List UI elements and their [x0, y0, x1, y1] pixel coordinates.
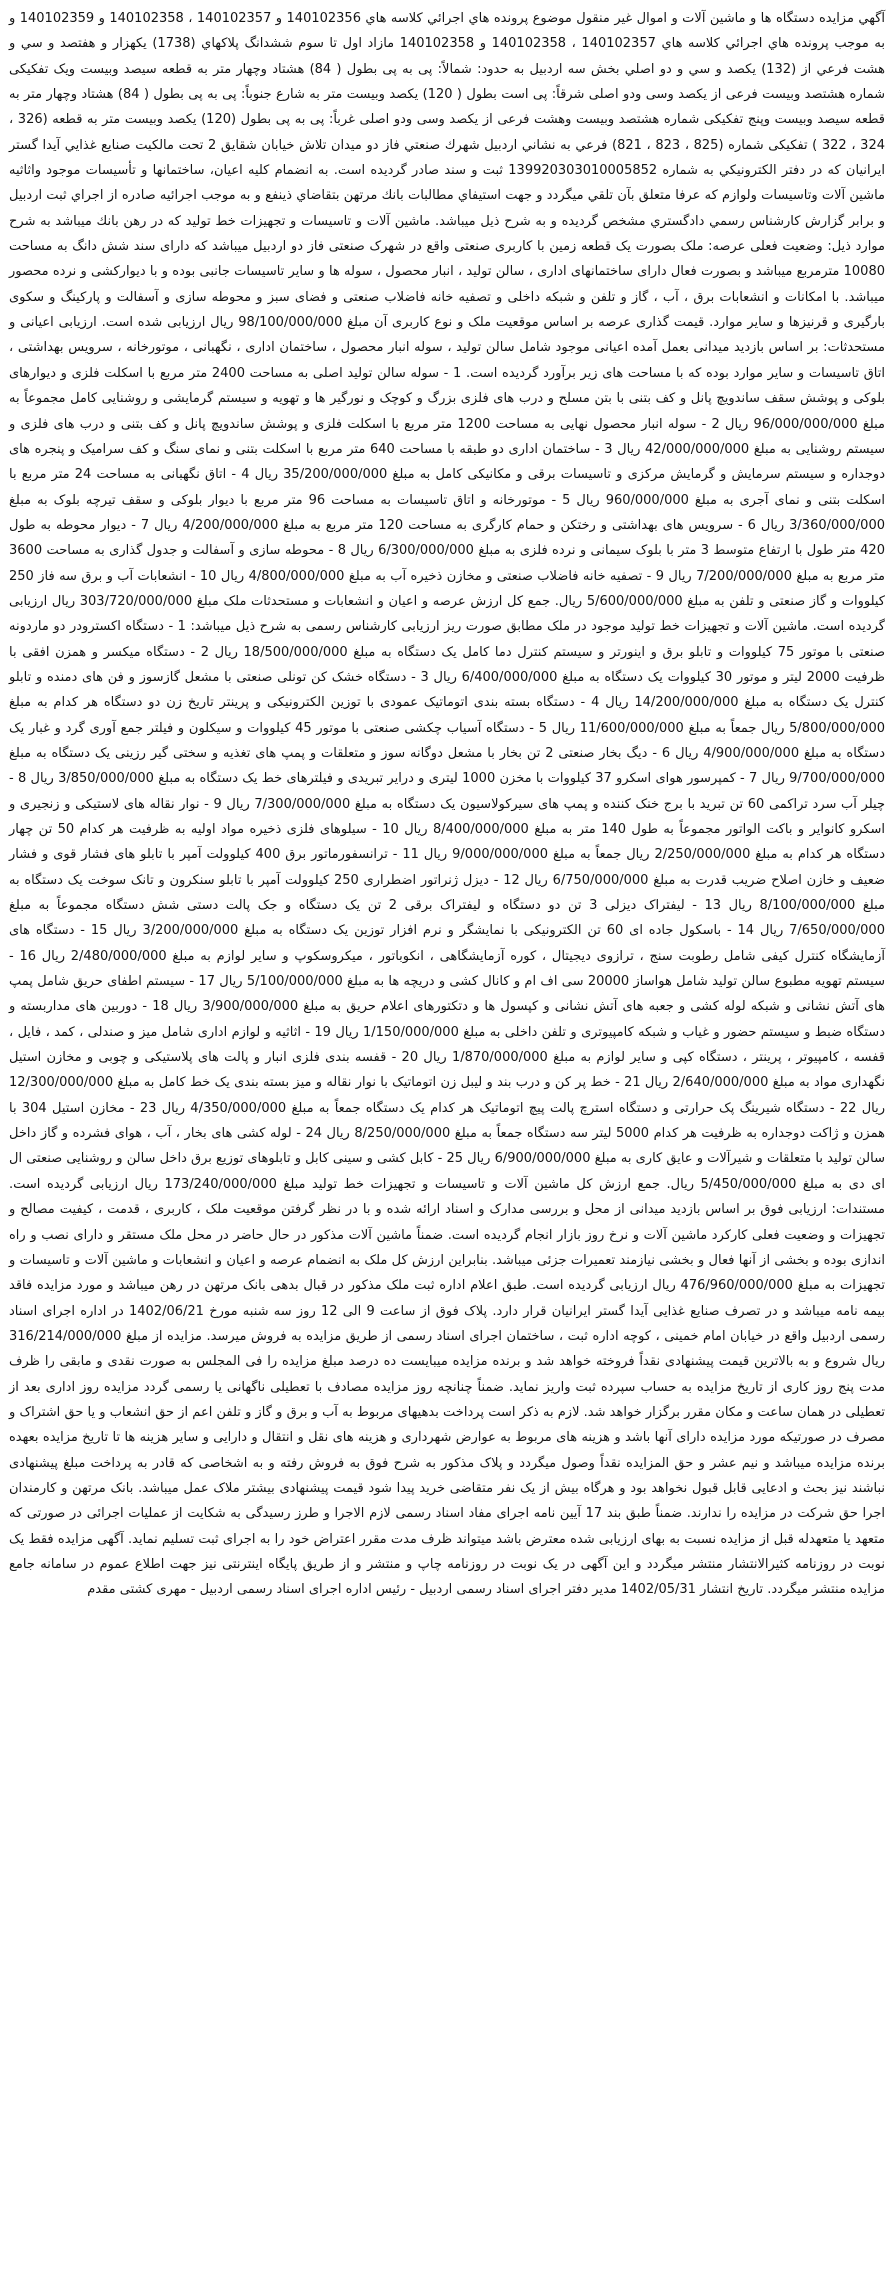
auction-notice-body-text: آگهي مزايده دستگاه ها و ماشين آلات و اموال غير منقول موضوع پرونده هاي اجرائي كلاسه هاي 140102356 و 140102357 ، 140102358 و 140102359 و به موجب پرونده هاي اجرائي كلاسه هاي 140102357 ، 140102358 و 140102358 مازاد اول تا سوم ششدانگ پلاكهاي (1738) يكهزار و هفتصد و سي و هشت فرعي از (132) يكصد و سي و دو اصلي بخش سه اردبيل به حدود: شمالاً: پی به پی بطول ( 84) هشتاد وچهار متر به قطعه سيصد وبيست ويک تفکيکی شماره هشتصد وبيست فرعی از يکصد وسی ودو اصلی شرقاً: پی است بطول ( 120) يکصد وبيست متر به شارع جنوباً: پی به پی بطول ( 84) هشتاد وچهار متر به قطعه سيصد وبيست وپنج تفکيکی شماره هشتصد وبيست وهشت فرعی از يکصد وسی ودو اصلی غرباً: پی به پی بطول (120) يکصد وبيست متر به قطعه (326 ، 324 ، 322 ) تفکيکی شماره (825 ، 823 ، 821) فرعي به نشاني اردبيل شهرك صنعتي فاز دو ميدان تلاش خيابان شقايق 2 تحت مالكيت صنايع غذايي آيدا گستر ايرانيان كه در دفتر الكترونيكي به شماره 139920303010005852 ثبت و سند صادر گرديده است. به انضمام كليه اعيان، ساختمانها و تأسيسات موجود واثاثيه ماشين آلات وتاسيسات ولوازم كه عرفا متعلق بآن تلقي ميگردد و جهت استيفاي مطالبات بانك مرتهن بتقاضاي ذينفع و به موجب اجرائيه صادره از اجراي ثبت اردبيل و برابر گزارش كارشناس رسمي دادگستري مشخص گرديده و به شرح ذيل ميباشد. ماشين آلات و تاسيسات و تجهيزات خط توليد كه در رهن بانك ميباشد به شرح موارد ذيل: وضعیت فعلی عرصه: ملک بصورت یک قطعه زمین با کاربری صنعتی واقع در شهرک صنعتی فاز دو اردبیل ميباشد که دارای سند شش دانگ به مساحت 10080 مترمربع میباشد و بصورت فعال دارای ساختمانهای اداری ، سالن تولید ، انبار محصول ، سوله ها و سایر تاسیسات جانبی بوده و با دیوارکشی و نرده محصور میباشد. با امکانات و انشعابات برق ، آب ، گاز و تلفن و شبکه داخلی و تصفیه خانه فاضلاب صنعتی و فضای سبز و محوطه سازی و آسفالت و پارکینگ و سکوی بارگیری و قرنیزها و سایر موارد. قیمت گذاری عرصه بر اساس موقعیت ملک و نوع کاربری آن مبلغ 98/100/000/000 ریال ارزیابی شده است. ارزیابی اعیانی و مستحدثات: بر اساس بازدید میدانی بعمل آمده اعیانی موجود شامل سالن تولید ، سوله انبار محصول ، ساختمان اداری ، نگهبانی ، موتورخانه ، سرویس بهداشتی ، اتاق تاسیسات و سایر موارد بوده که با مساحت های زیر برآورد گردیده است. 1 - سوله سالن تولید اصلی به مساحت 2400 متر مربع با اسکلت فلزی و دیوارهای بلوکی و پوشش سقف ساندویچ پانل و کف بتنی با بتن مسلح و درب های فلزی بزرگ و کوچک و نورگیر ها و تهویه و سیستم گرمایشی و روشنایی کامل مجموعاً به مبلغ 96/000/000/000 ریال 2 - سوله انبار محصول نهایی به مساحت 1200 متر مربع با اسکلت فلزی و پوشش ساندویچ پانل و کف بتنی و درب های فلزی و سیستم روشنایی به مبلغ 42/000/000/000 ریال 3 - ساختمان اداری دو طبقه با مساحت 640 متر مربع با اسکلت بتنی و نمای سنگ و کف سرامیک و پنجره های دوجداره و سیستم سرمایش و گرمایش مرکزی و تاسیسات برقی و مکانیکی کامل به مبلغ 35/200/000/000 ریال 4 - اتاق نگهبانی به مساحت 24 متر مربع با اسکلت بتنی و نمای آجری به مبلغ 960/000/000 ریال 5 - موتورخانه و اتاق تاسیسات به مساحت 96 متر مربع با دیوار بلوکی و سقف تیرچه بلوک به مبلغ 3/360/000/000 ریال 6 - سرویس های بهداشتی و رختکن و حمام کارگری به مساحت 120 متر مربع به مبلغ 4/200/000/000 ریال 7 - دیوار محوطه به طول 420 متر طول با ارتفاع متوسط 3 متر با بلوک سیمانی و نرده فلزی به مبلغ 6/300/000/000 ریال 8 - محوطه سازی و آسفالت و جدول گذاری به مساحت 3600 متر مربع به مبلغ 7/200/000/000 ریال 9 - تصفیه خانه فاضلاب صنعتی و مخازن ذخیره آب به مبلغ 4/800/000/000 ریال 10 - انشعابات آب و برق سه فاز 250 کیلووات و گاز صنعتی و تلفن به مبلغ 5/600/000/000 ریال. جمع کل ارزش عرصه و اعیان و انشعابات و مستحدثات ملک مبلغ 303/720/000/000 ریال ارزیابی گردیده است. ماشین آلات و تجهیزات خط تولید موجود در ملک مطابق صورت ریز ارزیابی کارشناس رسمی به شرح ذیل میباشد: 1 - دستگاه اکسترودر دو ماردونه صنعتی با موتور 75 کیلووات و تابلو برق و اینورتر و سیستم کنترل دما کامل یک دستگاه به مبلغ 18/500/000/000 ریال 2 - دستگاه میکسر و همزن افقی با ظرفیت 2000 لیتر و موتور 30 کیلووات یک دستگاه به مبلغ 6/400/000/000 ریال 3 - دستگاه خشک کن تونلی صنعتی با مشعل گازسوز و فن های دمنده و تابلو کنترل یک دستگاه به مبلغ 14/200/000/000 ریال 4 - دستگاه بسته بندی اتوماتیک عمودی با توزین الکترونیکی و پرینتر تاریخ زن دو دستگاه هر کدام به مبلغ 5/800/000/000 ریال جمعاً به مبلغ 11/600/000/000 ریال 5 - دستگاه آسیاب چکشی صنعتی با موتور 45 کیلووات و سیکلون و فیلتر جمع آوری گرد و غبار یک دستگاه به مبلغ 4/900/000/000 ریال 6 - دیگ بخار صنعتی 2 تن بخار با مشعل دوگانه سوز و متعلقات و پمپ های تغذیه و سختی گیر رزینی یک دستگاه به مبلغ 9/700/000/000 ریال 7 - کمپرسور هوای اسکرو 37 کیلووات با مخزن 1000 لیتری و درایر تبریدی و فیلترهای خط یک دستگاه به مبلغ 3/850/000/000 ریال 8 - چیلر آب سرد تراکمی 60 تن تبرید با برج خنک کننده و پمپ های سیرکولاسیون یک دستگاه به مبلغ 7/300/000/000 ریال 9 - نوار نقاله های لاستیکی و زنجیری و اسکرو کانوایر و باکت الواتور مجموعاً به طول 140 متر به مبلغ 8/400/000/000 ریال 10 - سیلوهای فلزی ذخیره مواد اولیه به ظرفیت هر کدام 50 تن چهار دستگاه هر کدام به مبلغ 2/250/000/000 ریال جمعاً به مبلغ 9/000/000/000 ریال 11 - ترانسفورماتور برق 400 کیلوولت آمپر با تابلو های فشار قوی و فشار ضعیف و خازن اصلاح ضریب قدرت به مبلغ 6/750/000/000 ریال 12 - دیزل ژنراتور اضطراری 250 کیلوولت آمپر با تابلو سنکرون و تانک سوخت یک دستگاه به مبلغ 8/100/000/000 ریال 13 - لیفتراک دیزلی 3 تن دو دستگاه و لیفتراک برقی 2 تن یک دستگاه و جک پالت دستی شش دستگاه مجموعاً به مبلغ 7/650/000/000 ریال 14 - باسکول جاده ای 60 تن الکترونیکی با نمایشگر و نرم افزار توزین یک دستگاه به مبلغ 3/200/000/000 ریال 15 - دستگاه های آزمایشگاه کنترل کیفی شامل رطوبت سنج ، ترازوی دیجیتال ، کوره آزمایشگاهی ، انکوباتور ، میکروسکوپ و سایر لوازم به مبلغ 2/480/000/000 ریال 16 - سیستم تهویه مطبوع سالن تولید شامل هواساز 20000 سی اف ام و کانال کشی و دریچه ها به مبلغ 5/100/000/000 ریال 17 - سیستم اطفای حریق شامل پمپ های آتش نشانی و شبکه لوله کشی و جعبه های آتش نشانی و کپسول ها و دتکتورهای اعلام حریق به مبلغ 3/900/000/000 ریال 18 - دوربین های مداربسته و دستگاه ضبط و سیستم حضور و غیاب و شبکه کامپیوتری و تلفن داخلی به مبلغ 1/150/000/000 ریال 19 - اثاثیه و لوازم اداری شامل میز و صندلی ، کمد ، فایل ، قفسه ، کامپیوتر ، پرینتر ، دستگاه کپی و سایر لوازم به مبلغ 1/870/000/000 ریال 20 - قفسه بندی فلزی انبار و پالت های پلاستیکی و چوبی و مخازن استیل نگهداری مواد به مبلغ 2/640/000/000 ریال 21 - خط پر کن و درب بند و لیبل زن اتوماتیک با نوار نقاله و میز بسته بندی یک خط کامل به مبلغ 12/300/000/000 ریال 22 - دستگاه شیرینگ پک حرارتی و دستگاه استرچ پالت پیچ اتوماتیک هر کدام یک دستگاه جمعاً به مبلغ 4/350/000/000 ریال 23 - مخازن استیل 304 با همزن و ژاکت دوجداره به ظرفیت هر کدام 5000 لیتر سه دستگاه جمعاً به مبلغ 8/250/000/000 ریال 24 - لوله کشی های بخار ، آب ، هوای فشرده و گاز داخل سالن تولید با متعلقات و شیرآلات و عایق کاری به مبلغ 6/900/000/000 ریال 25 - کابل کشی و سینی کابل و تابلوهای توزیع برق داخل سالن و روشنایی صنعتی ال ای دی به مبلغ 5/450/000/000 ریال. جمع ارزش کل ماشین آلات و تاسیسات و تجهیزات خط تولید مبلغ 173/240/000/000 ریال ارزیابی گردیده است. مستندات: ارزیابی فوق بر اساس بازدید میدانی از محل و بررسی مدارک و اسناد ارائه شده و با در نظر گرفتن موقعیت ملک ، کاربری ، قدمت ، کیفیت مصالح و تجهیزات و وضعیت فعلی کارکرد ماشین آلات و نرخ روز بازار انجام گردیده است. ضمناً ماشین آلات مذکور در حال حاضر در محل ملک مستقر و دارای نصب و راه اندازی بوده و بخشی از آنها فعال و بخشی نیازمند تعمیرات جزئی میباشد. بنابراین ارزش کل ملک به انضمام عرصه و اعیان و انشعابات و ماشین آلات و تاسیسات و تجهیزات به مبلغ 476/960/000/000 ریال ارزیابی گردیده است. طبق اعلام اداره ثبت ملک مذکور در قبال بدهی بانک مرتهن در رهن میباشد و مورد مزایده فاقد بیمه نامه میباشد و در تصرف صنایع غذایی آیدا گستر ایرانیان قرار دارد. پلاک فوق از ساعت 9 الی 12 روز سه شنبه مورخ 1402/06/21 در اداره اجرای اسناد رسمی اردبیل واقع در خیابان امام خمینی ، کوچه اداره ثبت ، ساختمان اجرای اسناد رسمی از طریق مزایده به فروش میرسد. مزایده از مبلغ 316/214/000/000 ریال شروع و به بالاترین قیمت پیشنهادی نقداً فروخته خواهد شد و برنده مزایده میبایست ده درصد مبلغ مزایده را فی المجلس به صورت نقدی و مابقی را ظرف مدت پنج روز کاری از تاریخ مزایده به حساب سپرده ثبت واریز نماید. ضمناً چنانچه روز مزایده مصادف با تعطیلی ناگهانی یا رسمی گردد مزایده روز اداری بعد از تعطیلی در همان ساعت و مکان مقرر برگزار خواهد شد. لازم به ذکر است پرداخت بدهیهای مربوط به آب و برق و گاز و تلفن اعم از حق انشعاب و یا حق اشتراک و مصرف در صورتیکه مورد مزایده دارای آنها باشد و هزینه های مربوط به عوارض شهرداری و هزینه های نقل و انتقال و دارایی و سایر هزینه ها تا تاریخ مزایده بعهده برنده مزایده میباشد و نیم عشر و حق المزایده نقداً وصول میگردد و پلاک مذکور به شرح فوق به فروش رفته و به اشخاصی که قادر به پرداخت مبلغ پیشنهادی نباشند نیز بحث و ادعایی قابل قبول نخواهد بود و هرگاه بیش از یک نفر متقاضی خرید پیدا شود قیمت پیشنهادی بیشتر ملاک عمل میباشد. بانک مرتهن و کارمندان اجرا حق شرکت در مزایده را ندارند. ضمناً طبق بند 17 آیین نامه اجرای مفاد اسناد رسمی لازم الاجرا و طرز رسیدگی به شکایت از عملیات اجرائی در صورتی که متعهد یا متعهدله قبل از مزایده نسبت به بهای ارزیابی شده معترض باشد میتواند ظرف مدت مقرر اعتراض خود را به اجرای ثبت تسلیم نماید. آگهی مزایده فقط یک نوبت در روزنامه کثیرالانتشار منتشر میگردد و این آگهی در یک نوبت در روزنامه چاپ و منتشر و از طریق پایگاه اینترنتی نیز جهت اطلاع عموم در سامانه جامع مزایده منتشر میگردد. تاریخ انتشار 1402/05/31 مدیر دفتر اجرای اسناد رسمی اردبیل - رئیس اداره اجرای اسناد رسمی اردبیل - مهری کشتی مقدم [9, 11, 886, 1598]
